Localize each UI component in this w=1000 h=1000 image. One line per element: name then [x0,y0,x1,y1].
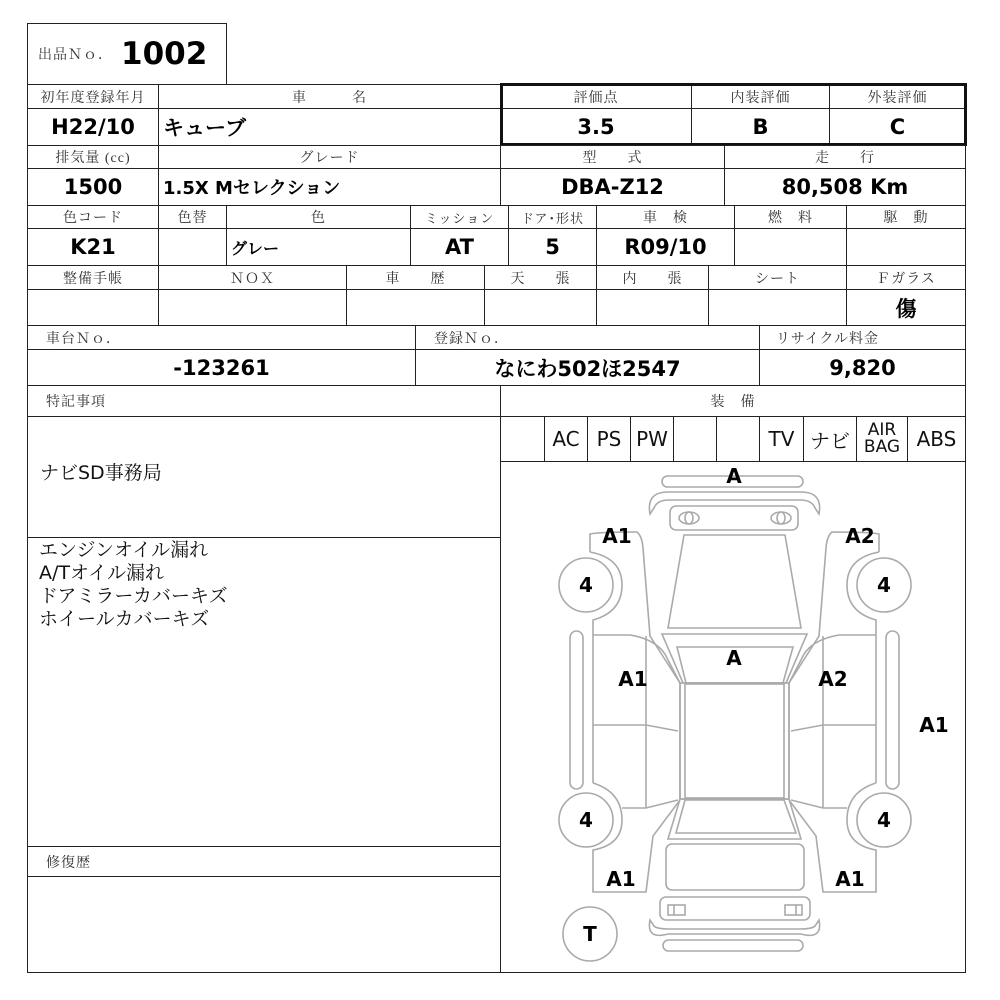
mileage-label: 走 行 [724,145,966,169]
exterior-grade-label: 外装評価 [829,84,966,109]
tire-tread-front-right: 4 [877,573,891,597]
equipment-label: 装 備 [500,385,966,417]
remark-line: エンジンオイル漏れ [39,539,209,561]
score-label: 評価点 [500,84,692,109]
left-rocker [570,631,583,789]
remark-line: A/Tオイル漏れ [39,562,165,584]
mark-front-bumper: A [726,464,742,488]
displacement-value: 1500 [27,168,159,206]
inspection-value: R09/10 [596,228,735,266]
rear-bumper [649,920,819,935]
color-code-label: 色コード [27,205,159,229]
mark-right-side: A1 [919,713,949,737]
registration-no-value: なにわ502ほ2547 [415,349,760,386]
front-grille [670,506,798,530]
interior-grade-label: 内装評価 [691,84,830,109]
equipment-item-ac: AC [544,416,588,462]
trunk [666,844,804,890]
rear-panel [660,897,810,920]
equipment-item-airbag: AIR BAG [856,416,908,462]
transmission-label: ミッション [410,205,509,229]
headliner-label: 天 張 [484,265,597,290]
inspection-label: 車 検 [596,205,735,229]
first-registration-value: H22/10 [27,108,159,146]
remark-line: ドアミラーカバーキズ [39,585,228,607]
spare-tire-label: T [583,922,597,946]
equipment-item-navi: ナビ [803,416,857,462]
maintenance-book-label: 整備手帳 [27,265,159,290]
drive-label: 駆 動 [846,205,966,229]
mark-right-rear-quarter: A1 [835,867,865,891]
hood [668,535,801,628]
model-code-value: DBA-Z12 [500,168,725,206]
interior-grade-value: B [691,108,830,146]
mileage-value: 80,508 Km [724,168,966,206]
history-label: 車 歴 [346,265,485,290]
equipment-item-abs: ABS [907,416,966,462]
recycle-fee-label: リサイクル料金 [759,325,966,350]
mark-right-front-fender: A2 [845,524,875,548]
listing-number-label: 出品Ｎｏ． [38,48,113,63]
exterior-grade-value: C [829,108,966,146]
displacement-label: 排気量 (cc) [27,145,159,169]
roof-outer [680,683,789,799]
headlight-left [679,512,699,524]
rear-bumper-bar [663,940,803,951]
color-code-value: K21 [27,228,159,266]
tail-light-left [668,905,685,915]
car-name-value: キューブ [158,108,501,146]
color-label: 色 [226,205,411,229]
mark-left-rear-quarter: A1 [606,867,636,891]
remarks-top-note: ナビSD事務局 [40,462,162,484]
equipment-item-ps: PS [587,416,631,462]
mark-right-front-door: A2 [818,667,848,691]
chassis-no-value: -123261 [27,349,416,386]
model-code-label: 型 式 [500,145,725,169]
tire-tread-rear-right: 4 [877,808,891,832]
grade-value: 1.5X Mセレクション [158,168,501,206]
remark-line: ホイールカバーキズ [39,608,210,630]
front-glass-value: 傷 [846,289,966,326]
mark-windshield: A [726,646,742,670]
remarks-label: 特記事項 [27,385,501,417]
chassis-no-label: 車台Ｎｏ． [27,325,416,350]
tire-tread-front-left: 4 [579,573,593,597]
seat-label: シート [708,265,847,290]
grade-label: グレード [158,145,501,169]
tire-tread-rear-left: 4 [579,808,593,832]
front-bumper [649,492,819,514]
doors-value: 5 [508,228,597,266]
interior-trim-label: 内 張 [596,265,709,290]
tail-light-right [785,905,802,915]
first-registration-label: 初年度登録年月 [27,84,159,109]
color-change-label: 色替 [158,205,227,229]
listing-number: 1002 [121,36,208,72]
mark-left-front-door: A1 [618,667,648,691]
equipment-item-pw: PW [630,416,674,462]
car-name-label: 車 名 [158,84,501,109]
score-value: 3.5 [500,108,692,146]
fuel-label: 燃 料 [734,205,847,229]
rear-window [676,800,796,833]
equipment-item-tv: TV [759,416,804,462]
registration-no-label: 登録Ｎｏ． [415,325,760,350]
nox-label: ＮＯＸ [158,265,347,290]
doors-label: ドア･形状 [508,205,597,229]
mark-left-front-fender: A1 [602,524,632,548]
recycle-fee-value: 9,820 [759,349,966,386]
color-value: グレー [226,228,411,266]
front-glass-label: Ｆガラス [846,265,966,290]
repair-history-label: 修復歴 [27,846,501,877]
headlight-right [771,512,791,524]
transmission-value: AT [410,228,509,266]
roof [685,684,784,798]
